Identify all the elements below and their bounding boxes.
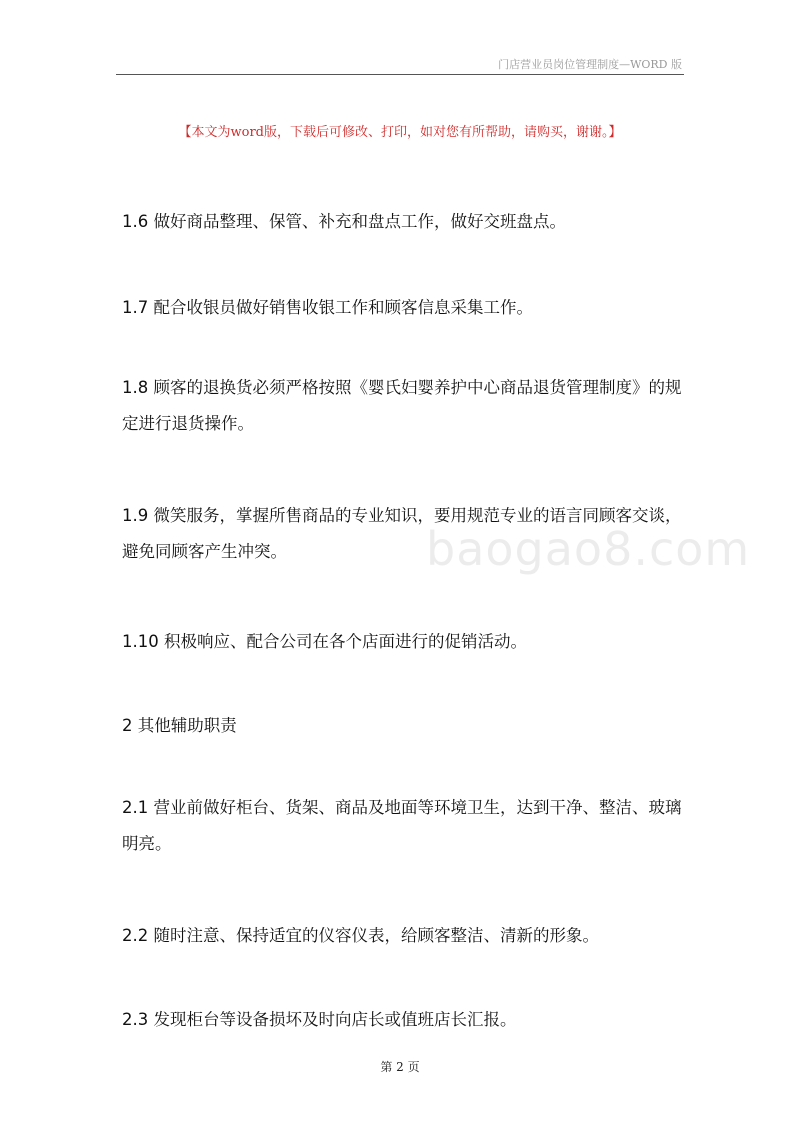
paragraph-2-2: 2.2 随时注意、保持适宜的仪容仪表，给顾客整洁、清新的形象。 [122, 926, 599, 945]
section-heading-2: 2 其他辅助职责 [122, 716, 237, 735]
paragraph-2-1: 2.1 营业前做好柜台、货架、商品及地面等环境卫生，达到干净、整洁、玻璃明亮。 [122, 798, 682, 853]
paragraph-1-8: 1.8 顾客的退换货必须严格按照《婴氏妇婴养护中心商品退货管理制度》的规定进行退货操作。 [122, 378, 682, 433]
header-title: 门店营业员岗位管理制度—WORD 版 [498, 58, 682, 71]
paragraph-1-9: 1.9 微笑服务，掌握所售商品的专业知识，要用规范专业的语言同顾客交谈，避免同顾客产生冲突。 [122, 506, 682, 561]
paragraph-1-10: 1.10 积极响应、配合公司在各个店面进行的促销活动。 [122, 632, 527, 651]
watermark: baogao8.com [426, 522, 751, 576]
purchase-notice: 【本文为word版，下载后可修改、打印，如对您有所帮助，请购买，谢谢。】 [178, 125, 622, 140]
paragraph-1-6: 1.6 做好商品整理、保管、补充和盘点工作，做好交班盘点。 [122, 212, 566, 231]
paragraph-2-3: 2.3 发现柜台等设备损坏及时向店长或值班店长汇报。 [122, 1010, 517, 1029]
paragraph-1-7: 1.7 配合收银员做好销售收银工作和顾客信息采集工作。 [122, 298, 533, 317]
page-number: 第 2 页 [380, 1060, 420, 1074]
page-header [116, 52, 684, 75]
